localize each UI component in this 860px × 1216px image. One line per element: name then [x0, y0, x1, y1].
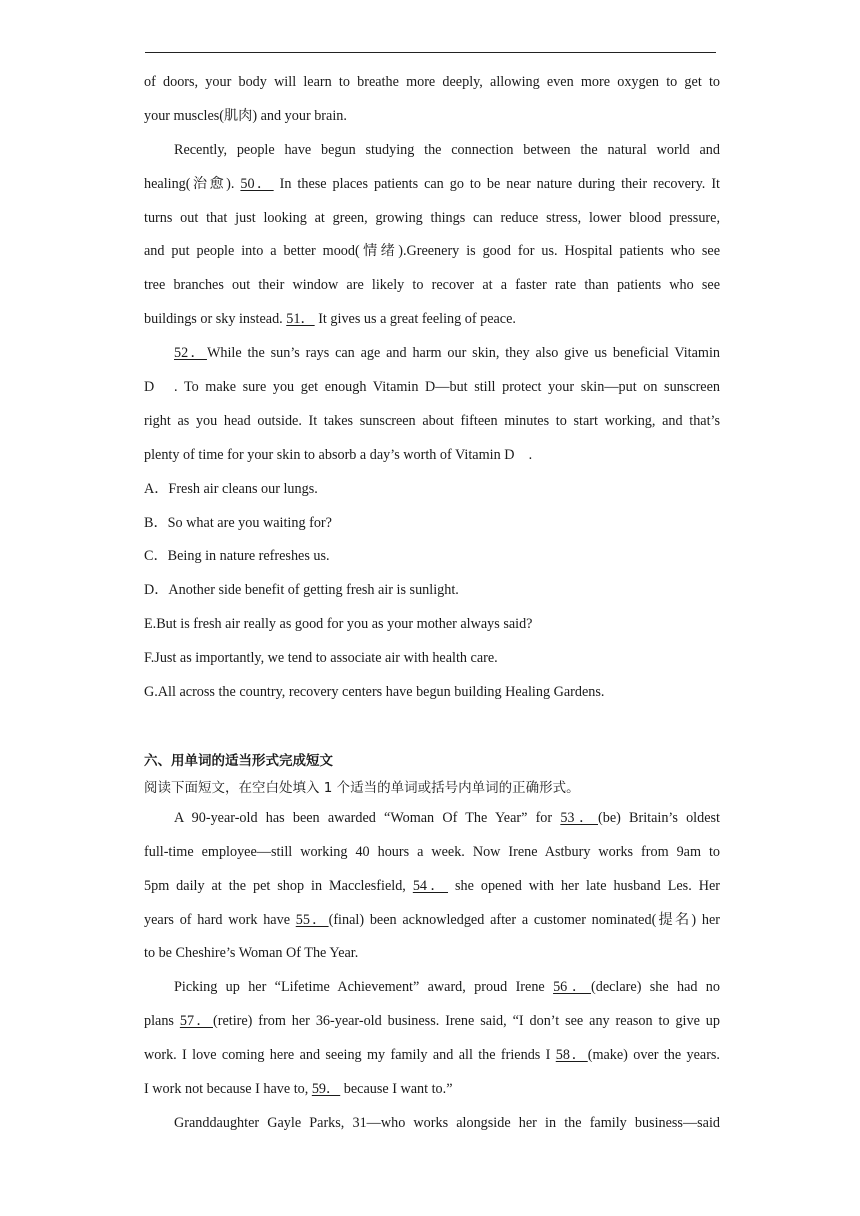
section-instruction: 阅读下面短文，在空白处填入 1 个适当的单词或括号内单词的正确形式。	[144, 779, 580, 796]
blank-51[interactable]: 51．	[286, 311, 315, 328]
text-line: and put people into a better mood(情绪).Greenery is good for us. Hospital patients who see	[144, 243, 720, 260]
text-line: turns out that just looking at green, growing things can reduce stress, lower blood pressure,	[144, 209, 720, 226]
blank-50[interactable]: 50．	[240, 175, 274, 192]
text-line: of doors, your body will learn to breathe more deeply, allowing even more oxygen to get to	[144, 74, 720, 90]
text-line: plenty of time for your skin to absorb a day’s worth of Vitamin D .	[144, 446, 533, 463]
text-line: right as you head outside. It takes sunscreen about fifteen minutes to start working, and that’s	[144, 412, 720, 429]
blank-59[interactable]: 59．	[311, 1081, 341, 1098]
option-f: F.Just as importantly, we tend to associate air with health care.	[144, 650, 498, 667]
text-line: work. I love coming here and seeing my family and all the friends I 58．(make) over the years.	[144, 1047, 720, 1064]
header-rule	[145, 52, 716, 53]
text-line: Recently, people have begun studying the connection between the natural world and	[174, 141, 720, 158]
text-line: D . To make sure you get enough Vitamin D—but still protect your skin—put on sunscreen	[144, 379, 720, 396]
text-line: buildings or sky instead. 51． It gives us a great feeling of peace.	[144, 311, 516, 328]
blank-53[interactable]: 53．	[560, 809, 598, 826]
text-line: Granddaughter Gayle Parks, 31—who works alongside her in the family business—said	[174, 1114, 720, 1131]
text-line: Picking up her “Lifetime Achievement” award, proud Irene 56．(declare) she had no	[174, 979, 720, 996]
text-line: years of hard work have 55．(final) been acknowledged after a customer nominated(提名) her	[144, 911, 720, 928]
blank-52[interactable]: 52．	[174, 345, 207, 362]
option-b: B．So what are you waiting for?	[144, 514, 332, 531]
text-line: 5pm daily at the pet shop in Macclesfield, 54． she opened with her late husband Les. Her	[144, 877, 720, 894]
text-line: plans 57．(retire) from her 36-year-old business. Irene said, “I don’t see any reason to give up	[144, 1013, 720, 1030]
option-g: G.All across the country, recovery centers have begun building Healing Gardens.	[144, 684, 605, 701]
text-line: full-time employee—still working 40 hours a week. Now Irene Astbury works from 9am to	[144, 843, 720, 860]
blank-58[interactable]: 58．	[555, 1047, 588, 1064]
text-line: A 90-year-old has been awarded “Woman Of The Year” for 53．(be) Britain’s oldest	[174, 809, 720, 826]
blank-57[interactable]: 57．	[179, 1013, 213, 1030]
option-e: E.But is fresh air really as good for you as your mother always said?	[144, 616, 533, 633]
text-line: to be Cheshire’s Woman Of The Year.	[144, 945, 359, 962]
blank-54[interactable]: 54．	[412, 877, 449, 894]
option-a: A．Fresh air cleans our lungs.	[144, 480, 318, 497]
document-page	[144, 66, 720, 1141]
text-line: healing(治愈). 50． In these places patients can go to be near nature during their recovery. It	[144, 175, 720, 192]
option-c: C．Being in nature refreshes us.	[144, 548, 330, 565]
text-line: 52．While the sun’s rays can age and harm our skin, they also give us beneficial Vitamin	[174, 345, 720, 362]
option-d: D．Another side benefit of getting fresh air is sunlight.	[144, 582, 459, 599]
blank-55[interactable]: 55．	[295, 911, 329, 928]
section-heading: 六、用单词的适当形式完成短文	[144, 752, 333, 769]
text-line: tree branches out their window are likely to recover at a faster rate than patients who see	[144, 277, 720, 294]
text-line: your muscles(肌肉) and your brain.	[144, 107, 347, 124]
blank-56[interactable]: 56．	[553, 979, 592, 996]
text-line: I work not because I have to, 59． because I want to.”	[144, 1081, 453, 1098]
